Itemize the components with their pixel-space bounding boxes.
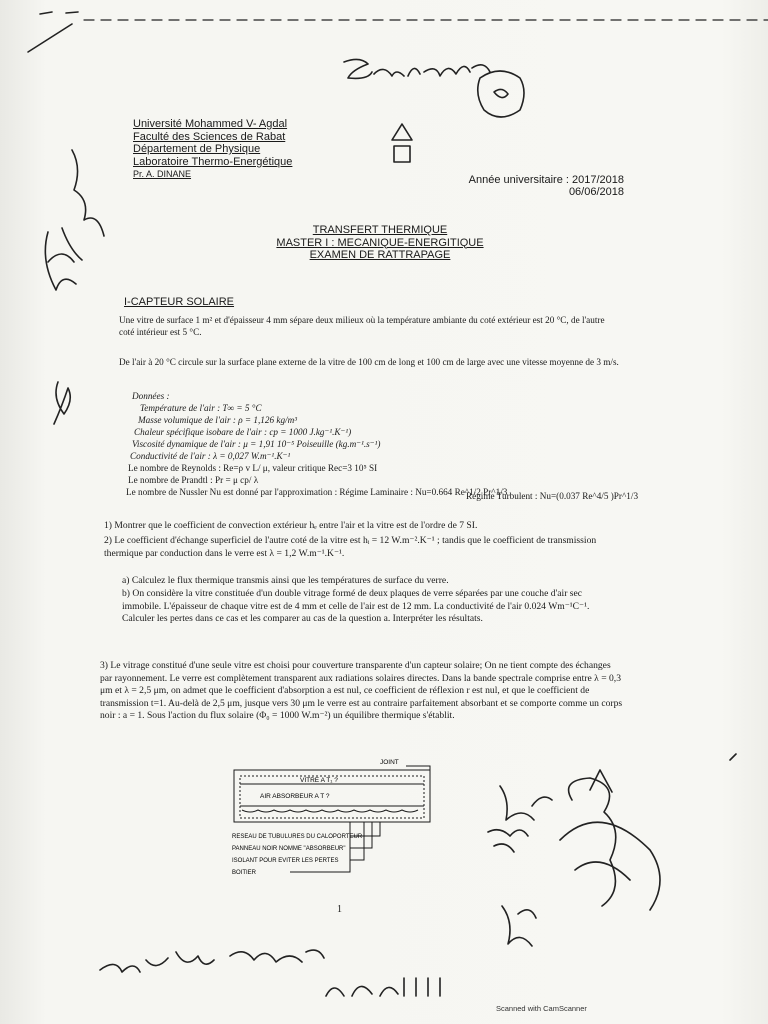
air-label: AIR ABSORBEUR A T ? bbox=[260, 793, 330, 800]
data-item: Le nombre de Prandtl : Pr = μ cp/ λ bbox=[128, 475, 259, 485]
absorber-label: PANNEAU NOIR NOMME "ABSORBEUR" bbox=[232, 846, 346, 852]
department-name: Département de Physique bbox=[133, 143, 261, 155]
title-line-2: MASTER I : MECANIQUE-ENERGITIQUE bbox=[276, 236, 484, 249]
faculty-name: Faculté des Sciences de Rabat bbox=[133, 130, 286, 143]
tubing bbox=[242, 810, 418, 812]
institution-header bbox=[133, 118, 292, 181]
title-line-1: TRANSFERT THERMIQUE bbox=[312, 224, 448, 236]
professor-name: Pr. A. DINANE bbox=[133, 169, 192, 179]
intro-paragraph-2: De l'air à 20 °C circule sur la surface plane externe de la vitre de 100 cm de long et 100 cm de large avec une vitesse moyenne de 3 m/s. bbox=[119, 357, 619, 367]
case-label: BOITIER bbox=[232, 870, 257, 876]
solar-collector-diagram bbox=[230, 758, 500, 888]
data-item: Masse volumique de l'air : ρ = 1,126 kg/m³ bbox=[138, 415, 297, 425]
section-title: I-CAPTEUR SOLAIRE bbox=[124, 296, 235, 308]
question-3: 3) Le vitrage constitué d'une seule vitre est choisi pour couverture transparente d'un capteur solaire; On ne tient compte des échanges par rayonnement. Le verre est complètement transparent aux radiations solaires directes. Dans la bande spectrale comprise entre λ = 0,3 μm et λ = 2,5 μm, on admet que le coefficient d'absorption a est nul, ce coefficient de réflexion r est nul, et que le coefficient de transmission t=1. Au-delà de 2,5 μm, jusque vers 30 μm le verre est au contraire parfaitement absorbant et se comporte comme un corps noir : a = 1. Sous l'action du flux solaire (Φ₀ = 1000 W.m⁻²) un équilibre thermique s'établit. bbox=[100, 660, 623, 721]
question-1: 1) Montrer que le coefficient de convection extérieur hₑ entre l'air et la vitre est de l'ordre de 7 SI. bbox=[104, 520, 478, 531]
title-line-3: EXAMEN DE RATTRAPAGE bbox=[309, 249, 451, 261]
year-label: Année universitaire : 2017/2018 bbox=[468, 174, 624, 186]
exam-date: 06/06/2018 bbox=[568, 186, 624, 198]
data-item: Conductivité de l'air : λ = 0,027 W.m⁻¹.K⁻¹ bbox=[130, 451, 291, 461]
question-2a: a) Calculez le flux thermique transmis ainsi que les températures de surface du verre. bbox=[122, 575, 449, 586]
page-number: 1 bbox=[337, 904, 342, 915]
data-item: Le nombre de Reynolds : Re=ρ v L/ μ, valeur critique Rec=3 10⁵ SI bbox=[128, 463, 378, 473]
exam-title bbox=[240, 224, 520, 262]
university-name: Université Mohammed V- Agdal bbox=[133, 118, 288, 130]
question-2: 2) Le coefficient d'échange superficiel de l'autre coté de la vitre est hᵢ = 12 W.m⁻².K⁻¹ ; tandis que le coefficient de transmission thermique par conduction dans le verre est λ = 1,2 W.m⁻¹.K⁻¹. bbox=[104, 535, 597, 559]
question-2b: b) On considère la vitre constituée d'un double vitrage formé de deux plaques de verre séparées par une couche d'air sec immobile. L'épaisseur de chaque vitre est de 4 mm et celle de l'air est de 12 mm. La conductivité de l'air 0.024 Wm⁻¹C⁻¹. Calculer les pertes dans ce cas et les comparer au cas de la question a. Interpréter les résultats. bbox=[122, 588, 590, 624]
data-item: Le nombre de Nussler Nu est donné par l'approximation : Régime Laminaire : Nu=0.664 Re^1/2 Pr^1/3 bbox=[126, 487, 508, 497]
vitre-label: VITRE A T₁ ? bbox=[300, 777, 338, 784]
insulation-label: ISOLANT POUR EVITER LES PERTES bbox=[232, 858, 339, 864]
data-heading: Données : bbox=[132, 391, 170, 401]
data-list bbox=[128, 390, 507, 498]
academic-year bbox=[458, 174, 624, 198]
scanner-watermark: Scanned with CamScanner bbox=[496, 1004, 587, 1013]
data-item: Chaleur spécifique isobare de l'air : cp = 1000 J.kg⁻¹.K⁻¹) bbox=[134, 427, 352, 437]
lab-name: Laboratoire Thermo-Energétique bbox=[133, 155, 293, 168]
data-item: Température de l'air : T∞ = 5 °C bbox=[140, 403, 262, 413]
intro-paragraph-1: Une vitre de surface 1 m² et d'épaisseur 4 mm sépare deux milieux où la température ambiante du coté extérieur est 20 °C, de l'autre coté intérieur est 5 °C. bbox=[119, 315, 605, 337]
data-item: Viscosité dynamique de l'air : μ = 1,91 10⁻⁵ Poiseuille (kg.m⁻¹.s⁻¹) bbox=[132, 439, 381, 449]
joint-label: JOINT bbox=[380, 759, 399, 766]
joint-leader bbox=[406, 766, 430, 772]
turbulent-regime: Régime Turbulent : Nu=(0.037 Re^4/5 )Pr^1/3 bbox=[466, 491, 639, 501]
tubing-label: RESEAU DE TUBULURES DU CALOPORTEUR bbox=[232, 834, 363, 840]
